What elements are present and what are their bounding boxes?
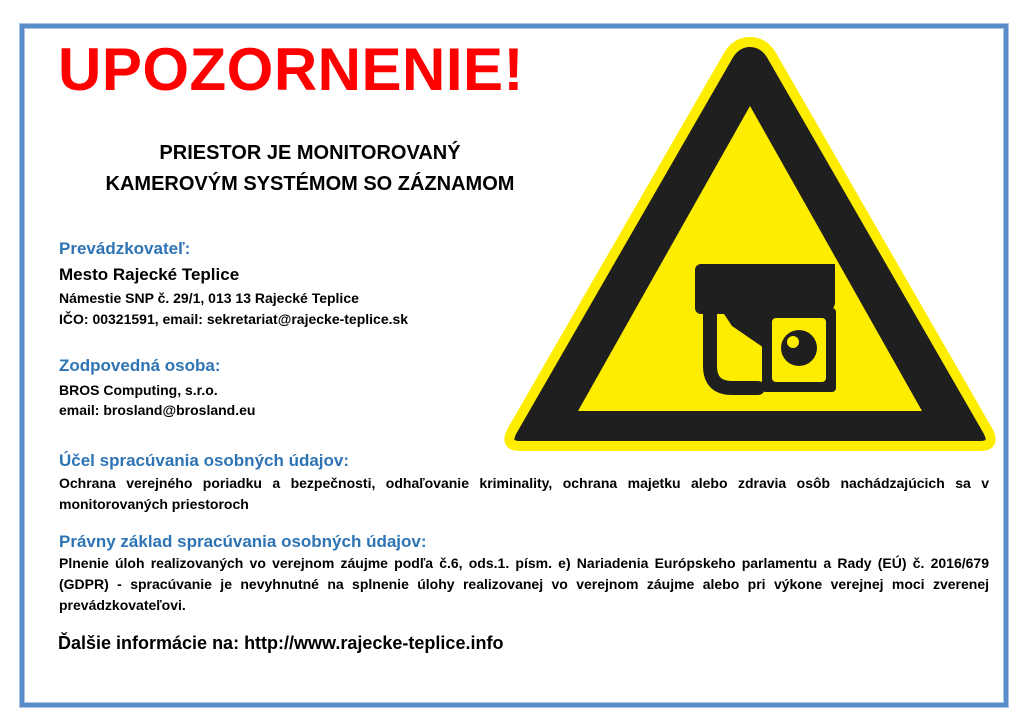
purpose-text: Ochrana verejného poriadku a bezpečnosti, odhaľovanie kriminality, ochrana majetku alebo zdravia osôb nachádzajúcich sa v monitorovaných priestoroch — [59, 475, 989, 512]
responsible-email: email: brosland@brosland.eu — [59, 402, 256, 418]
operator-id-email: IČO: 00321591, email: sekretariat@rajecke-teplice.sk — [59, 311, 409, 327]
legal-basis-text: Plnenie úloh realizovaných vo verejnom záujme podľa č.6, ods.1. písm. e) Nariadenia Európskeho parlamentu a Rady (EÚ) č. 2016/679 (GDPR) - spracúvanie je nevyhnutné na splnenie úlohy realizovanej vo verejnom záujme alebo pri výkone verejnej moci zverenej prevádzkovateľovi. — [59, 555, 989, 613]
responsible-heading: Zodpovedná osoba: — [59, 356, 221, 375]
purpose-heading: Účel spracúvania osobných údajov: — [59, 451, 350, 470]
responsible-company: BROS Computing, s.r.o. — [59, 382, 218, 398]
operator-name: Mesto Rajecké Teplice — [59, 265, 240, 284]
notice-subtitle-line2: KAMEROVÝM SYSTÉMOM SO ZÁZNAMOM — [105, 173, 515, 195]
camera-icon — [695, 264, 836, 392]
cctv-camera-warning-triangle-icon — [500, 36, 1000, 476]
notice-title: UPOZORNENIE! — [58, 36, 525, 103]
operator-heading: Prevádzkovateľ: — [59, 239, 191, 258]
notice-subtitle-line1: PRIESTOR JE MONITOROVANÝ — [159, 142, 461, 164]
more-info-link[interactable]: Ďalšie informácie na: http://www.rajecke-teplice.info — [58, 633, 504, 653]
legal-basis-heading: Právny základ spracúvania osobných údajov: — [59, 532, 427, 551]
operator-address: Námestie SNP č. 29/1, 013 13 Rajecké Teplice — [59, 290, 359, 306]
